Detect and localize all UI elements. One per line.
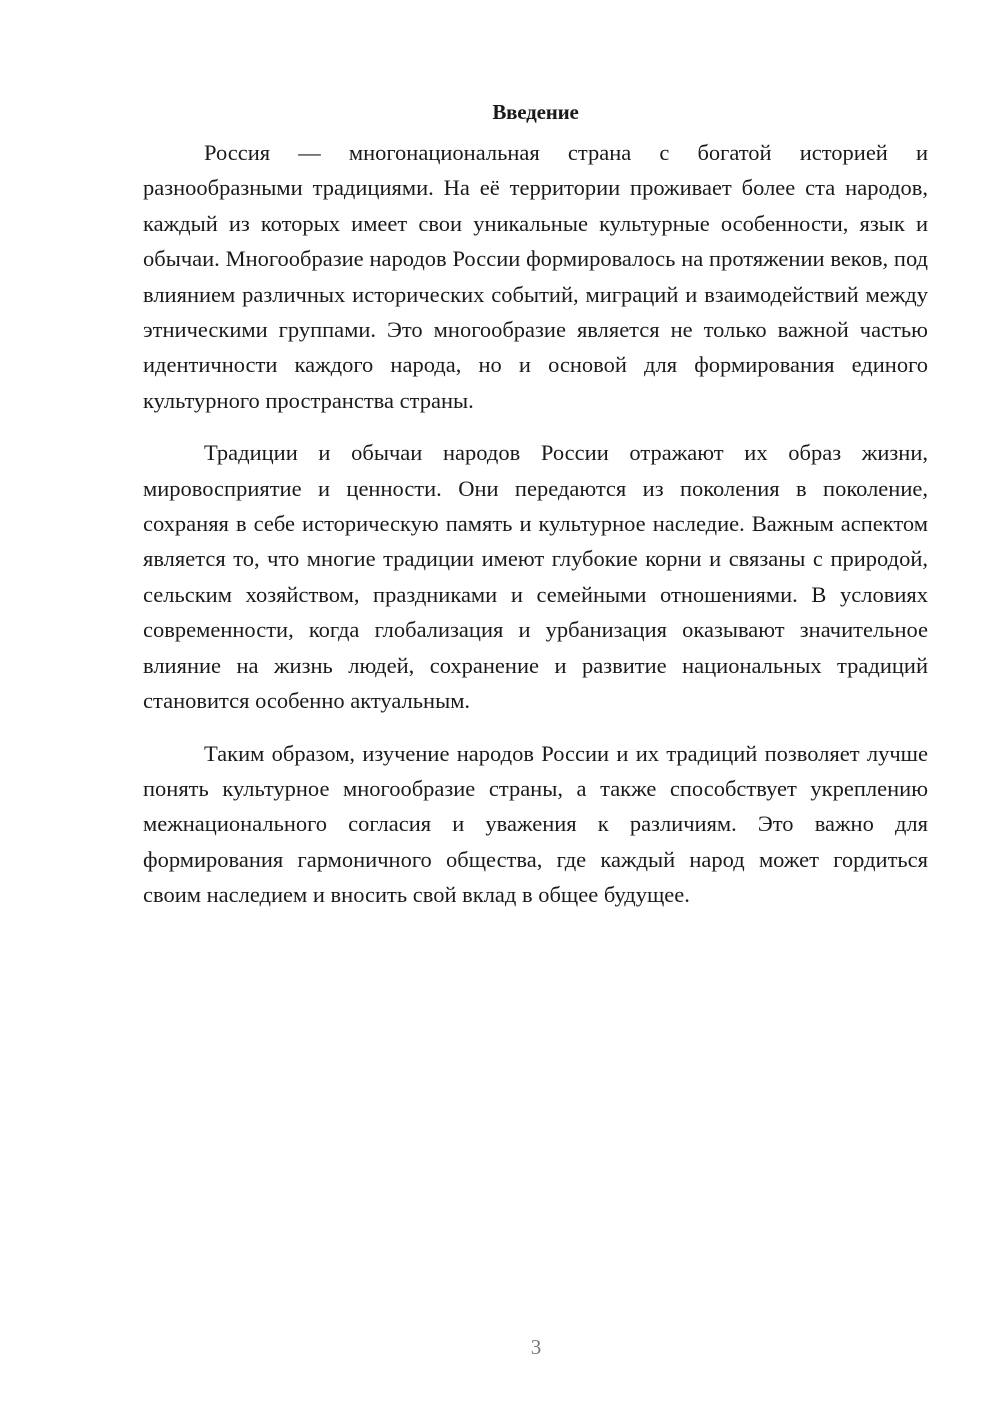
- page-content: [143, 98, 928, 913]
- section-heading: Введение: [492, 100, 579, 124]
- paragraph-3: Таким образом, изучение народов России и их традиций позволяет лучше понять культурное многообразие страны, а также способствует укреплению межнационального согласия и уважения к различиям. Это важно для формирования гармоничного общества, где каждый народ может гордиться своим наследием и вносить свой вклад в общее будущее.: [143, 740, 928, 908]
- paragraph-1: Россия — многонациональная страна с богатой историей и разнообразными традициями. На её территории проживает более ста народов, каждый из которых имеет свои уникальные культурные особенности, язык и обычаи. Многообразие народов России формировалось на протяжении веков, под влиянием различных исторических событий, миграций и взаимодействий между этническими группами. Это многообразие является не только важной частью идентичности каждого народа, но и основой для формирования единого культурного пространства страны.: [143, 140, 928, 413]
- page-number: 3: [530, 1335, 542, 1359]
- paragraph-2: Традиции и обычаи народов России отражают их образ жизни, мировосприятие и ценности. Они передаются из поколения в поколение, сохраняя в себе историческую память и культурное наследие. Важным аспектом является то, что многие традиции имеют глубокие корни и связаны с природой, сельским хозяйством, праздниками и семейными отношениями. В условиях современности, когда глобализация и урбанизация оказывают значительное влияние на жизнь людей, сохранение и развитие национальных традиций становится особенно актуальным.: [143, 440, 928, 714]
